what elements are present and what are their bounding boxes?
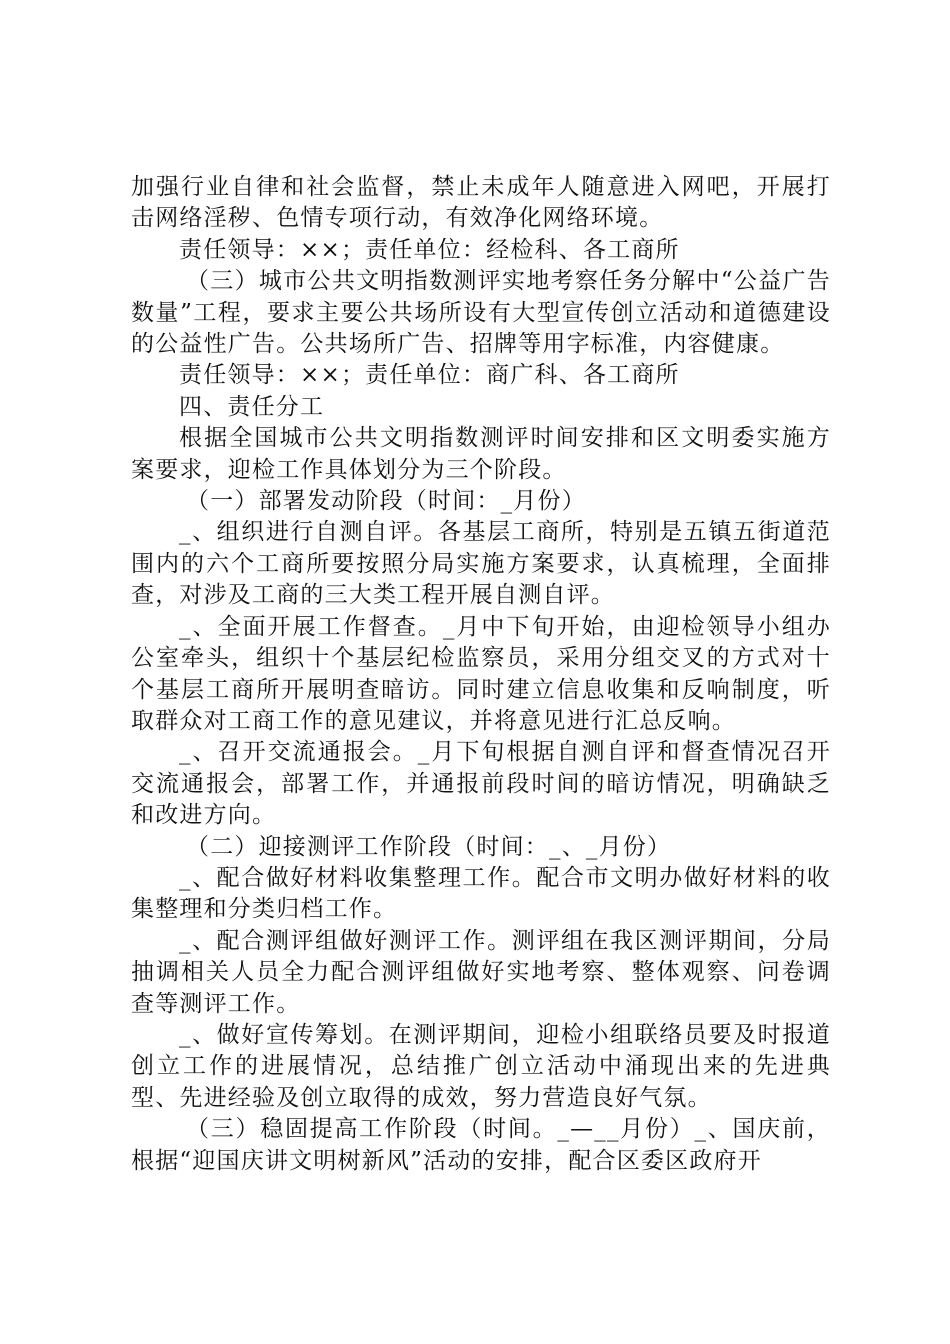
paragraph-network-supervision: 加强行业自律和社会监督，禁止未成年人随意进入网吧，开展打击网络淫秽、色情专项行动，有效净化网络环境。 bbox=[131, 174, 831, 232]
paragraph-publicity: _、做好宣传筹划。在测评期间，迎检小组联络员要及时报道创立工作的进展情况，总结推广创立活动中涌现出来的先进典型、先进经验及创立取得的成效，努力营造良好气氛。 bbox=[131, 1021, 831, 1111]
paragraph-evaluation-team: _、配合测评组做好测评工作。测评组在我区测评期间，分局抽调相关人员全力配合测评组做好实地考察、整体观察、问卷调查等测评工作。 bbox=[131, 927, 831, 1017]
paragraph-materials: _、配合做好材料收集整理工作。配合市文明办做好材料的收集整理和分类归档工作。 bbox=[131, 864, 831, 923]
document-body bbox=[131, 172, 831, 1177]
paragraph-responsibility-2: 责任领导：××；责任单位：商广科、各工商所 bbox=[179, 362, 680, 389]
paragraph-public-ads: （三）城市公共文明指数测评实地考察任务分解中“公益广告数量”工程，要求主要公共场所设有大型宣传创立活动和道德建设的公益性广告。公共场所广告、招牌等用字标准，内容健康。 bbox=[131, 268, 831, 358]
paragraph-stages-intro: 根据全国城市公共文明指数测评时间安排和区文明委实施方案要求，迎检工作具体划分为三个阶段。 bbox=[131, 425, 831, 483]
stage-heading-deploy: （一）部署发动阶段（时间：_月份） bbox=[186, 488, 586, 515]
paragraph-briefing: _、召开交流通报会。_月下旬根据自测自评和督查情况召开交流通报会，部署工作，并通报前段时间的暗访情况，明确缺乏和改进方向。 bbox=[131, 739, 831, 829]
paragraph-self-evaluation: _、组织进行自测自评。各基层工商所，特别是五镇五街道范围内的六个工商所要按照分局实施方案要求，认真梳理，全面排查，对涉及工商的三大类工程开展自测自评。 bbox=[131, 519, 831, 609]
paragraph-responsibility-1: 责任领导：××；责任单位：经检科、各工商所 bbox=[179, 236, 680, 263]
stage-heading-consolidation: （三）稳固提高工作阶段（时间。_—__月份）_、国庆前，根据“迎国庆讲文明树新风”活动的安排，配合区委区政府开 bbox=[131, 1116, 831, 1174]
section-heading-division: 四、责任分工 bbox=[179, 393, 325, 420]
stage-heading-evaluation: （二）迎接测评工作阶段（时间：_、_月份） bbox=[186, 833, 672, 860]
paragraph-supervision: _、全面开展工作督查。_月中下旬开始，由迎检领导小组办公室牵头，组织十个基层纪检监察员，采用分组交叉的方式对十个基层工商所开展明查暗访。同时建立信息收集和反响制度，听取群众对工商工作的意见建议，并将意见进行汇总反响。 bbox=[131, 613, 831, 734]
